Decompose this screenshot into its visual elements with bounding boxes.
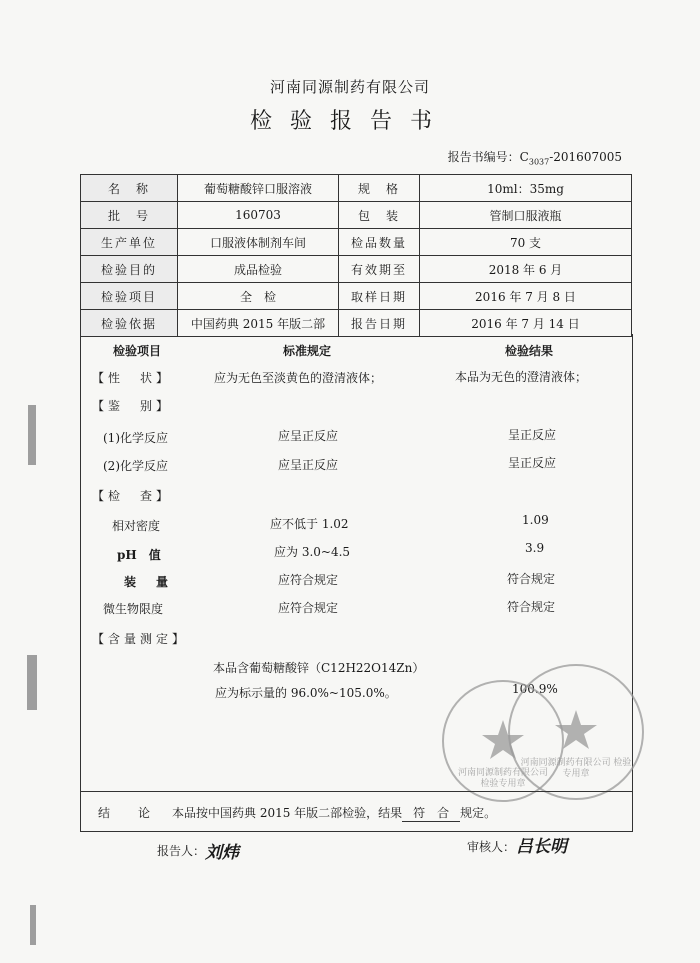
density-standard: 应不低于 1.02 <box>270 517 349 531</box>
id1-result: 呈正反应 <box>508 428 557 442</box>
table-row <box>81 283 632 310</box>
id2-standard: 应呈正反应 <box>278 458 339 472</box>
sampling-date-value: 2016 年 7 月 8 日 <box>420 283 632 310</box>
appearance-result: 本品为无色的澄清液体； <box>455 370 588 384</box>
unit-label: 生产单位 <box>81 229 178 256</box>
seal-text: 河南同源制药有限公司 检验专用章 <box>457 768 548 789</box>
expiry-label: 有效期至 <box>339 256 420 283</box>
identification-label: 【鉴 别】 <box>92 399 173 413</box>
company-name: 河南同源制药有限公司 <box>269 78 430 96</box>
table-row <box>81 310 632 337</box>
id2-result: 呈正反应 <box>508 456 557 470</box>
density-result: 1.09 <box>522 513 549 527</box>
conclusion-result: 符 合 <box>402 804 460 822</box>
spec-label: 规 格 <box>339 175 420 202</box>
assay-line-2: 应为标示量的 96.0%~105.0%。 <box>215 686 397 700</box>
report-date-label: 报告日期 <box>339 310 420 337</box>
purpose-label: 检验目的 <box>81 256 178 283</box>
name-value: 葡萄糖酸锌口服溶液 <box>178 175 339 202</box>
seal-text: 河南同源制药有限公司 检验专用章 <box>520 758 632 779</box>
col-item-header: 检验项目 <box>113 344 162 358</box>
package-value: 管制口服液瓶 <box>420 202 632 229</box>
reporter-signature: 刘炜 <box>205 843 239 863</box>
item-label: 检验项目 <box>81 283 178 310</box>
batch-label: 批 号 <box>81 202 178 229</box>
basis-label: 检验依据 <box>81 310 178 337</box>
id1-label: (1)化学反应 <box>103 431 168 445</box>
reviewer-signature: 吕长明 <box>516 837 567 857</box>
fill-standard: 应符合规定 <box>278 573 339 587</box>
report-date-value: 2016 年 7 月 14 日 <box>420 310 632 337</box>
scan-mark <box>28 405 36 465</box>
item-value: 全 检 <box>178 283 339 310</box>
basis-value: 中国药典 2015 年版二部 <box>178 310 339 337</box>
check-label: 【检 查】 <box>92 489 173 503</box>
quantity-value: 70 支 <box>420 229 632 256</box>
assay-label: 【含量测定】 <box>92 632 189 646</box>
micro-label: 微生物限度 <box>103 602 164 616</box>
ph-result: 3.9 <box>525 541 545 555</box>
col-result-header: 检验结果 <box>505 344 554 358</box>
package-label: 包 装 <box>339 202 420 229</box>
appearance-standard: 应为无色至淡黄色的澄清液体； <box>214 371 383 385</box>
unit-value: 口服液体制剂车间 <box>178 229 339 256</box>
id1-standard: 应呈正反应 <box>278 429 339 443</box>
sampling-date-label: 取样日期 <box>339 283 420 310</box>
appearance-label: 【性 状】 <box>92 371 173 385</box>
product-info-table <box>80 174 632 337</box>
report-number: 报告书编号：$C_{3037}-201607005$ <box>447 150 622 167</box>
fill-result: 符合规定 <box>507 572 556 586</box>
micro-standard: 应符合规定 <box>278 601 339 615</box>
batch-value: 160703 <box>178 202 339 229</box>
scan-mark <box>27 655 37 710</box>
table-row <box>81 175 632 202</box>
expiry-value: 2018 年 6 月 <box>420 256 632 283</box>
micro-result: 符合规定 <box>507 600 556 614</box>
assay-line-1: 本品含葡萄糖酸锌（C12H22O14Zn） <box>213 661 425 675</box>
name-label: 名 称 <box>81 175 178 202</box>
id2-label: (2)化学反应 <box>103 459 168 473</box>
table-row <box>81 229 632 256</box>
ph-standard: 应为 3.0~4.5 <box>274 545 351 559</box>
ph-label: pH 值 <box>117 548 161 562</box>
spec-value: 10ml：35mg <box>420 175 632 202</box>
density-label: 相对密度 <box>112 519 161 533</box>
fill-label: 装 量 <box>124 575 173 589</box>
conclusion-label: 结 论 <box>98 806 159 820</box>
inspection-seal-right <box>508 664 644 800</box>
purpose-value: 成品检验 <box>178 256 339 283</box>
col-standard-header: 标准规定 <box>283 344 332 358</box>
document-title: 检验报告书 <box>249 109 450 134</box>
conclusion-text: 本品按中国药典 2015 年版二部检验，结果 符 合 规定。 <box>172 806 497 820</box>
table-row <box>81 202 632 229</box>
conclusion-divider <box>80 791 632 792</box>
reporter-label: 报告人： <box>157 844 206 858</box>
assay-result: 100.9% <box>512 682 558 696</box>
reviewer-label: 审核人： <box>467 840 516 854</box>
table-row <box>81 256 632 283</box>
quantity-label: 检品数量 <box>339 229 420 256</box>
scan-mark <box>30 905 36 945</box>
